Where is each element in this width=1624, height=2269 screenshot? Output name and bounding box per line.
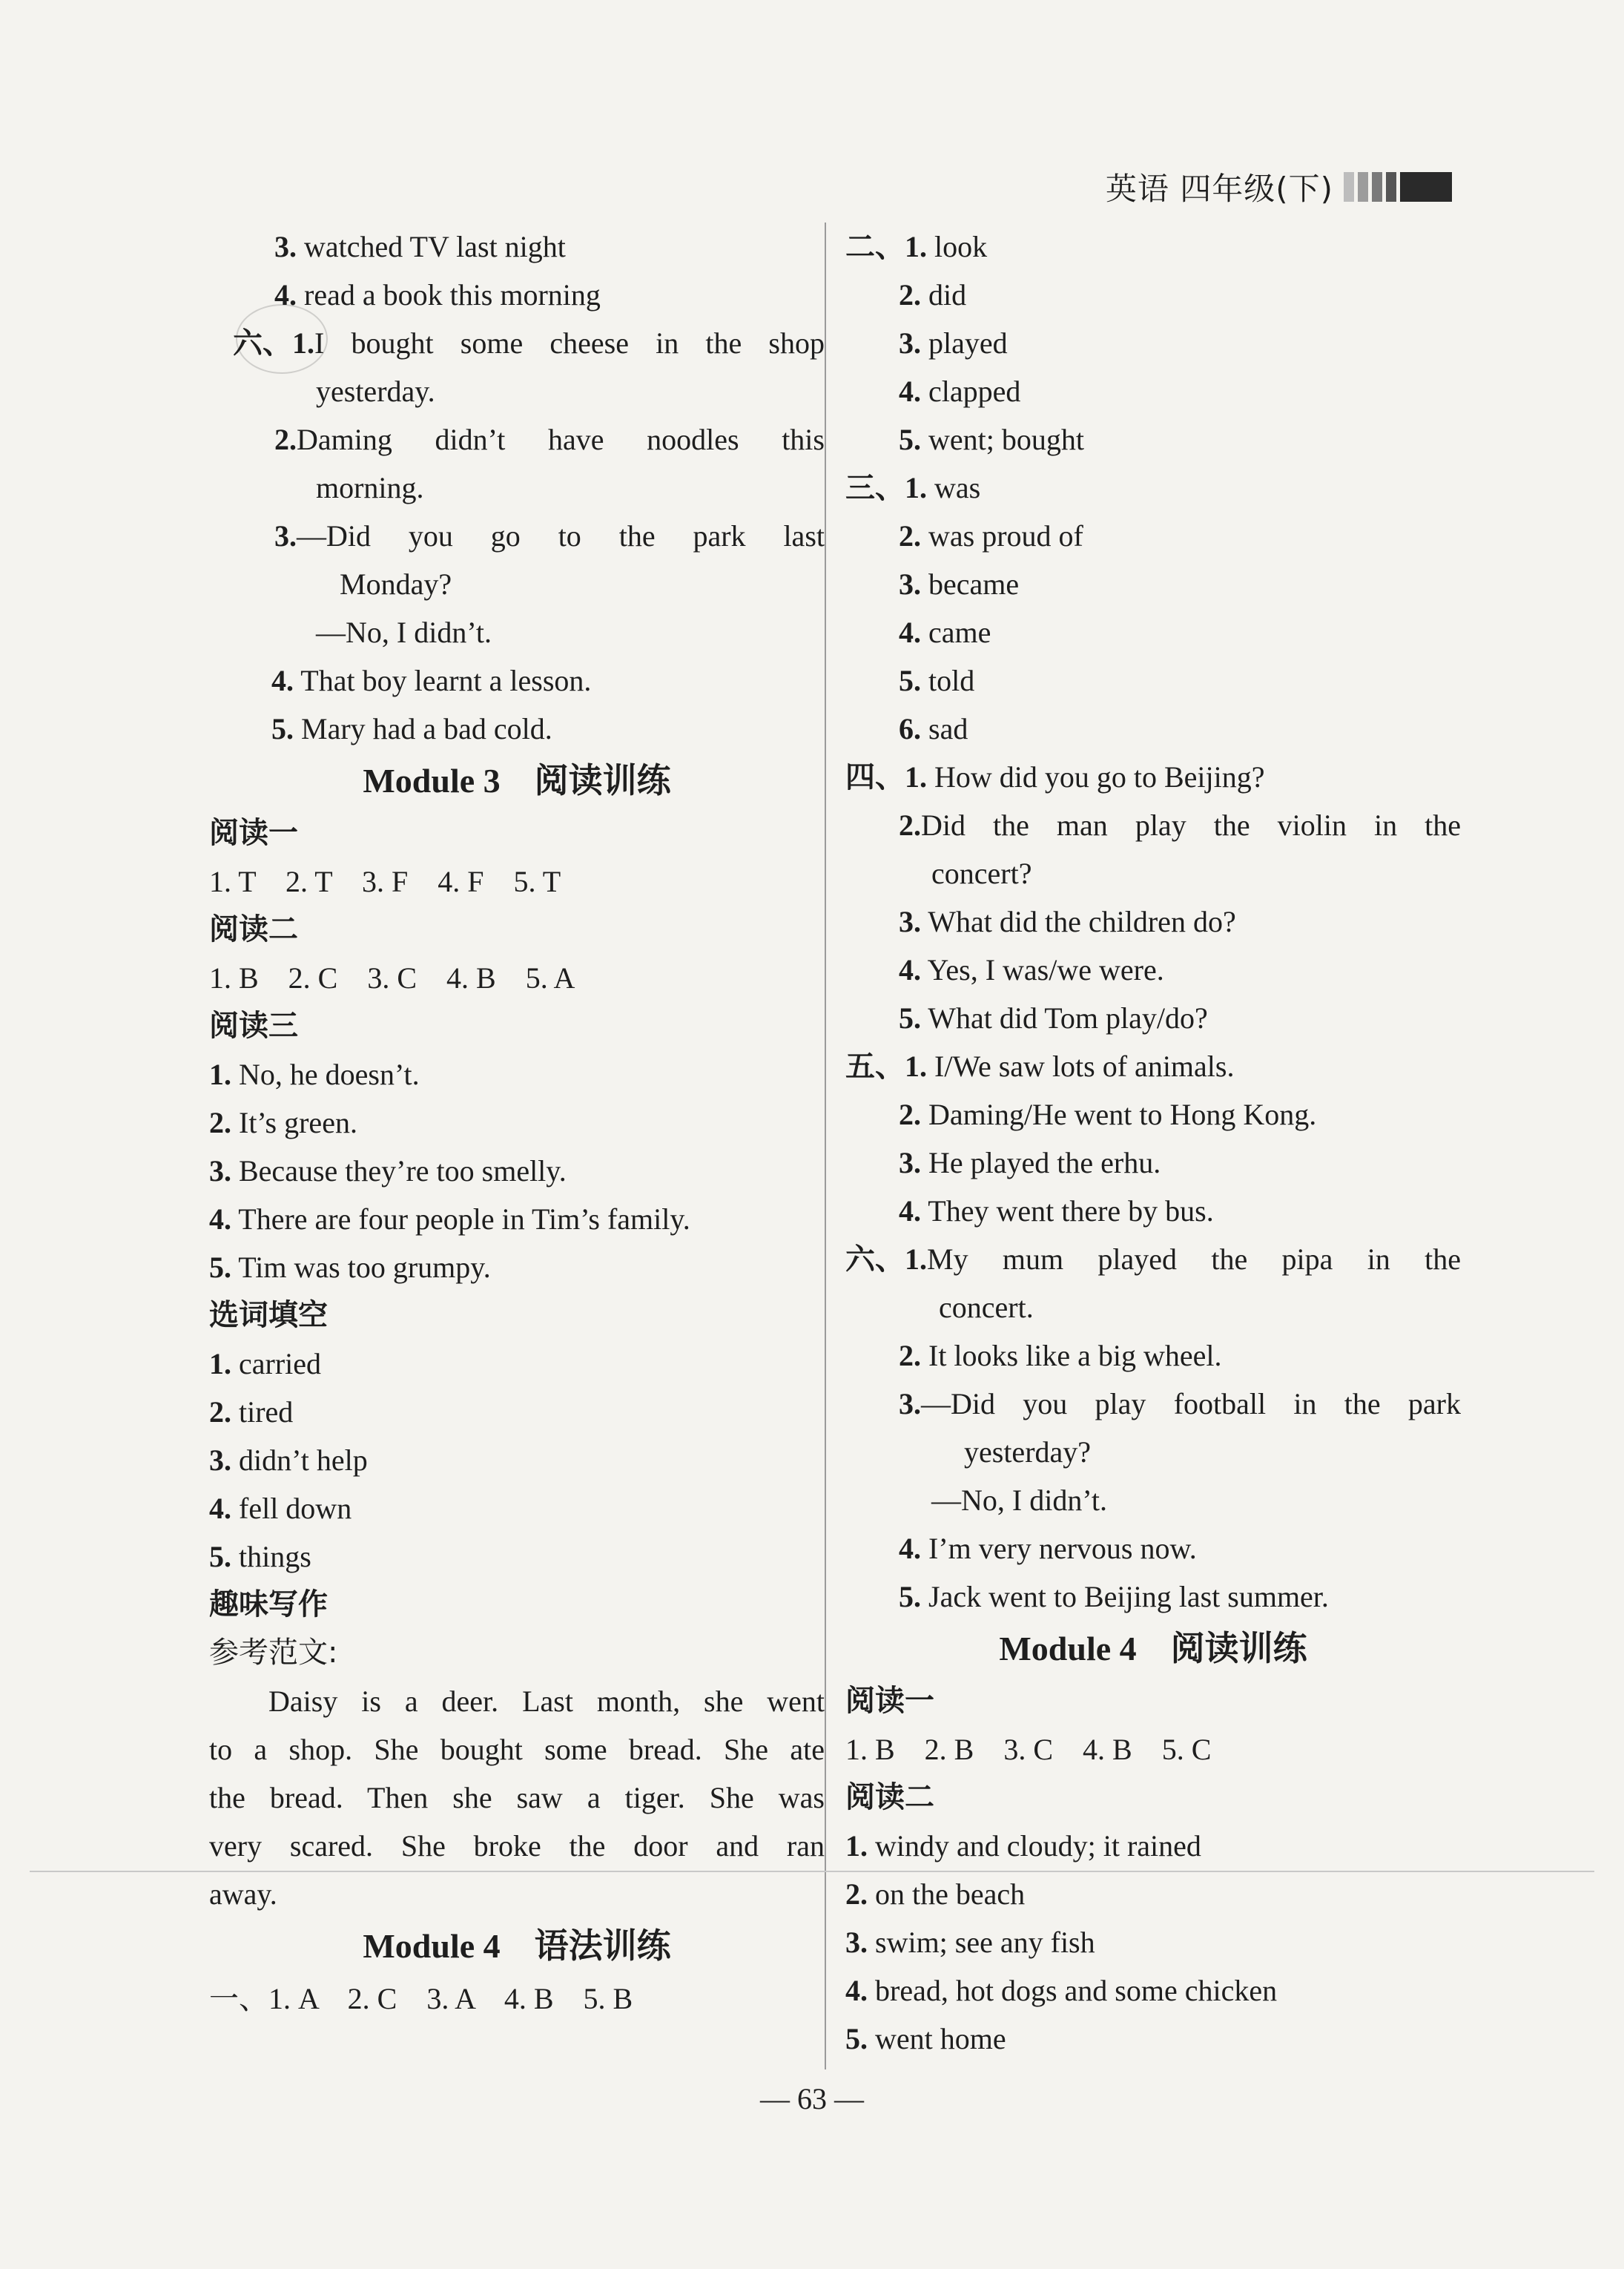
answer-item — [209, 271, 825, 319]
answer-item — [845, 464, 1461, 512]
item-text: What did the children do? — [928, 905, 1236, 938]
item-text: swim; see any fish — [875, 1926, 1095, 1959]
item-text: yesterday? — [964, 1435, 1092, 1469]
item-text: yesterday. — [316, 375, 435, 408]
answer-item — [209, 512, 825, 560]
item-text: went home — [875, 2022, 1006, 2055]
item-text: fell down — [239, 1492, 352, 1525]
item-text: became — [928, 567, 1020, 601]
answer-item — [209, 1436, 825, 1484]
answer-item — [845, 608, 1461, 656]
answer-continuation — [209, 560, 825, 608]
answer-item — [845, 946, 1461, 994]
answer-item — [845, 415, 1461, 464]
item-number: 3. — [899, 1387, 921, 1420]
item-text: I/We saw lots of animals. — [934, 1050, 1235, 1083]
item-number: 4. — [274, 278, 297, 312]
answer-item — [209, 1340, 825, 1388]
item-number: 3. — [845, 1926, 868, 1959]
item-text: I’m very nervous now. — [928, 1532, 1197, 1565]
header-decoration-bars — [1344, 172, 1452, 202]
item-text: Tim was too grumpy. — [238, 1251, 491, 1284]
item-text: on the beach — [875, 1877, 1026, 1911]
item-number: 5. — [845, 2022, 868, 2055]
answer-item — [845, 1870, 1461, 1918]
item-number: 3. — [274, 230, 297, 263]
item-number: 2. — [209, 1395, 231, 1429]
answer-item — [845, 1573, 1461, 1621]
item-text: came — [928, 616, 991, 649]
answer-item — [209, 1388, 825, 1436]
answer-item — [209, 656, 825, 705]
answer-continuation — [209, 608, 825, 656]
item-text: was — [934, 471, 981, 504]
item-text: It looks like a big wheel. — [928, 1339, 1222, 1372]
header-title: 英语 四年级(下) — [1105, 171, 1333, 207]
page-number: — 63 — — [760, 2082, 864, 2115]
answer-line: 一、1. A 2. C 3. A 4. B 5. B — [209, 1982, 633, 2015]
item-number: 2. — [899, 1098, 921, 1131]
item-text: told — [928, 664, 975, 697]
answer-item — [209, 1532, 825, 1581]
item-number: 3. — [899, 567, 921, 601]
item-text: away. — [209, 1877, 277, 1911]
item-text: No, he doesn’t. — [239, 1058, 420, 1091]
item-text: very scared. She broke the door and ran — [209, 1829, 825, 1863]
item-number: 3. — [899, 1146, 921, 1179]
item-number: 4. — [899, 1194, 921, 1228]
item-number: 5. — [899, 664, 921, 697]
item-number: 2. — [845, 1877, 868, 1911]
answer-item — [845, 994, 1461, 1042]
item-number: 3. — [209, 1443, 231, 1477]
item-text: Daisy is a deer. Last month, she went — [268, 1685, 825, 1718]
answer-item — [845, 560, 1461, 608]
item-text: the bread. Then she saw a tiger. She was — [209, 1781, 825, 1814]
answer-continuation — [209, 367, 825, 415]
item-number: 5. — [271, 712, 294, 745]
answer-item — [845, 898, 1461, 946]
item-text: That boy learnt a lesson. — [300, 664, 592, 697]
item-text: Jack went to Beijing last summer. — [928, 1580, 1329, 1613]
sub-heading: 选词填空 — [209, 1298, 328, 1332]
section-heading: Module 3 阅读训练 — [363, 762, 671, 800]
item-number: 4. — [209, 1492, 231, 1525]
answer-item — [209, 415, 825, 464]
section-heading: Module 4 语法训练 — [363, 1927, 671, 1965]
column-divider — [825, 223, 826, 2069]
sub-heading: 阅读一 — [209, 816, 298, 850]
answer-line: 1. B 2. C 3. C 4. B 5. A — [209, 961, 575, 995]
item-number: 3. — [209, 1154, 231, 1188]
item-text: concert. — [939, 1291, 1034, 1324]
item-number: 1. — [209, 1058, 231, 1091]
answer-line: 1. T 2. T 3. F 4. F 5. T — [209, 865, 561, 898]
item-number: 2. — [274, 423, 297, 456]
answer-item — [845, 223, 1461, 271]
answer-continuation — [845, 849, 1461, 898]
item-text: —No, I didn’t. — [316, 616, 492, 649]
answer-continuation — [209, 1822, 825, 1870]
answer-continuation — [209, 1677, 825, 1725]
item-number: 1. — [209, 1347, 231, 1380]
item-text: did — [928, 278, 967, 312]
answer-line: 参考范文: — [209, 1636, 338, 1670]
item-text: Yes, I was/we were. — [927, 953, 1164, 987]
item-number: 5. — [899, 1001, 921, 1035]
item-number: 4. — [845, 1974, 868, 2007]
item-number: 4. — [271, 664, 294, 697]
answer-item — [845, 1380, 1461, 1428]
answer-item — [209, 1147, 825, 1195]
item-number: 2. — [899, 519, 921, 553]
scan-divider-line — [30, 1871, 1594, 1872]
item-text: Monday? — [340, 567, 452, 601]
answer-continuation — [209, 1774, 825, 1822]
answer-continuation — [845, 1476, 1461, 1524]
item-number: 4. — [209, 1202, 231, 1236]
right-column — [845, 223, 1461, 2063]
item-text: They went there by bus. — [928, 1194, 1214, 1228]
answer-item — [845, 705, 1461, 753]
item-text: played — [928, 326, 1008, 360]
item-text: look — [934, 230, 988, 263]
answer-item — [209, 1195, 825, 1243]
answer-continuation — [845, 1283, 1461, 1331]
answer-item — [845, 1524, 1461, 1573]
answer-item — [845, 753, 1461, 801]
item-text: I bought some cheese in the shop — [314, 326, 825, 360]
answer-item — [845, 1331, 1461, 1380]
item-text: How did you go to Beijing? — [934, 760, 1265, 794]
answer-item — [845, 801, 1461, 849]
answer-item — [209, 1243, 825, 1291]
answer-line: 1. B 2. B 3. C 4. B 5. C — [845, 1733, 1212, 1766]
answer-item — [845, 656, 1461, 705]
item-text: There are four people in Tim’s family. — [238, 1202, 690, 1236]
answer-item — [209, 1099, 825, 1147]
item-number: 4. — [899, 1532, 921, 1565]
answer-item — [209, 1050, 825, 1099]
item-text: —Did you go to the park last — [297, 519, 825, 553]
item-text: Daming didn’t have noodles this — [297, 423, 825, 456]
sub-heading: 阅读二 — [845, 1780, 934, 1814]
sub-heading: 趣味写作 — [209, 1587, 328, 1621]
item-number: 2. — [899, 809, 921, 842]
left-column — [209, 223, 825, 2023]
item-text: It’s green. — [239, 1106, 357, 1139]
item-number: 3. — [899, 905, 921, 938]
item-text: things — [239, 1540, 311, 1573]
item-text: concert? — [931, 857, 1032, 890]
item-number: 5. — [899, 1580, 921, 1613]
item-text: Because they’re too smelly. — [239, 1154, 567, 1188]
item-number: 6. — [899, 712, 921, 745]
answer-item — [845, 512, 1461, 560]
item-number: 3. — [899, 326, 921, 360]
item-number: 二、1. — [845, 230, 927, 263]
item-text: Daming/He went to Hong Kong. — [928, 1098, 1317, 1131]
answer-item — [845, 367, 1461, 415]
section-heading: Module 4 阅读训练 — [999, 1630, 1307, 1667]
item-text: was proud of — [928, 519, 1083, 553]
sub-heading: 阅读三 — [209, 1009, 298, 1043]
answer-continuation — [209, 1725, 825, 1774]
item-number: 四、1. — [845, 760, 927, 794]
item-number: 六、1. — [845, 1242, 927, 1276]
item-text: tired — [239, 1395, 294, 1429]
item-text: windy and cloudy; it rained — [875, 1829, 1201, 1863]
answer-item — [845, 1966, 1461, 2015]
answer-item — [845, 1042, 1461, 1090]
answer-continuation — [845, 1428, 1461, 1476]
item-text: —No, I didn’t. — [931, 1483, 1108, 1517]
item-number: 2. — [209, 1106, 231, 1139]
item-text: —Did you play football in the park — [921, 1387, 1461, 1420]
item-text: read a book this morning — [304, 278, 601, 312]
item-number: 5. — [209, 1251, 231, 1284]
answer-item — [845, 319, 1461, 367]
answer-item — [845, 1187, 1461, 1235]
item-number: 4. — [899, 616, 921, 649]
item-number: 4. — [899, 953, 921, 987]
sub-heading: 阅读一 — [845, 1684, 934, 1718]
item-text: What did Tom play/do? — [928, 1001, 1208, 1035]
item-text: watched TV last night — [304, 230, 566, 263]
answer-continuation — [209, 1870, 825, 1918]
answer-item — [845, 1235, 1461, 1283]
item-number: 5. — [899, 423, 921, 456]
item-text: He played the erhu. — [928, 1146, 1161, 1179]
answer-item — [209, 319, 825, 367]
item-number: 三、1. — [845, 471, 927, 504]
item-text: carried — [239, 1347, 322, 1380]
item-number: 2. — [899, 278, 921, 312]
item-number: 1. — [845, 1829, 868, 1863]
item-text: went; bought — [928, 423, 1084, 456]
sub-heading: 阅读二 — [209, 912, 298, 946]
answer-item — [845, 2015, 1461, 2063]
item-number: 3. — [274, 519, 297, 553]
answer-item — [845, 1822, 1461, 1870]
answer-item — [209, 1484, 825, 1532]
item-text: Did the man play the violin in the — [921, 809, 1461, 842]
item-number: 5. — [209, 1540, 231, 1573]
item-text: My mum played the pipa in the — [927, 1242, 1461, 1276]
item-text: sad — [928, 712, 968, 745]
item-text: clapped — [928, 375, 1021, 408]
item-number: 六、1. — [233, 326, 314, 360]
item-text: bread, hot dogs and some chicken — [875, 1974, 1278, 2007]
answer-item — [845, 271, 1461, 319]
item-number: 4. — [899, 375, 921, 408]
item-text: morning. — [316, 471, 424, 504]
item-number: 2. — [899, 1339, 921, 1372]
item-number: 五、1. — [845, 1050, 927, 1083]
item-text: Mary had a bad cold. — [301, 712, 552, 745]
item-text: to a shop. She bought some bread. She ate — [209, 1733, 825, 1766]
answer-item — [845, 1918, 1461, 1966]
answer-continuation — [209, 464, 825, 512]
answer-item — [209, 223, 825, 271]
answer-item — [845, 1139, 1461, 1187]
answer-item — [209, 705, 825, 753]
page-header — [1106, 165, 1452, 209]
answer-item — [845, 1090, 1461, 1139]
item-text: didn’t help — [239, 1443, 368, 1477]
